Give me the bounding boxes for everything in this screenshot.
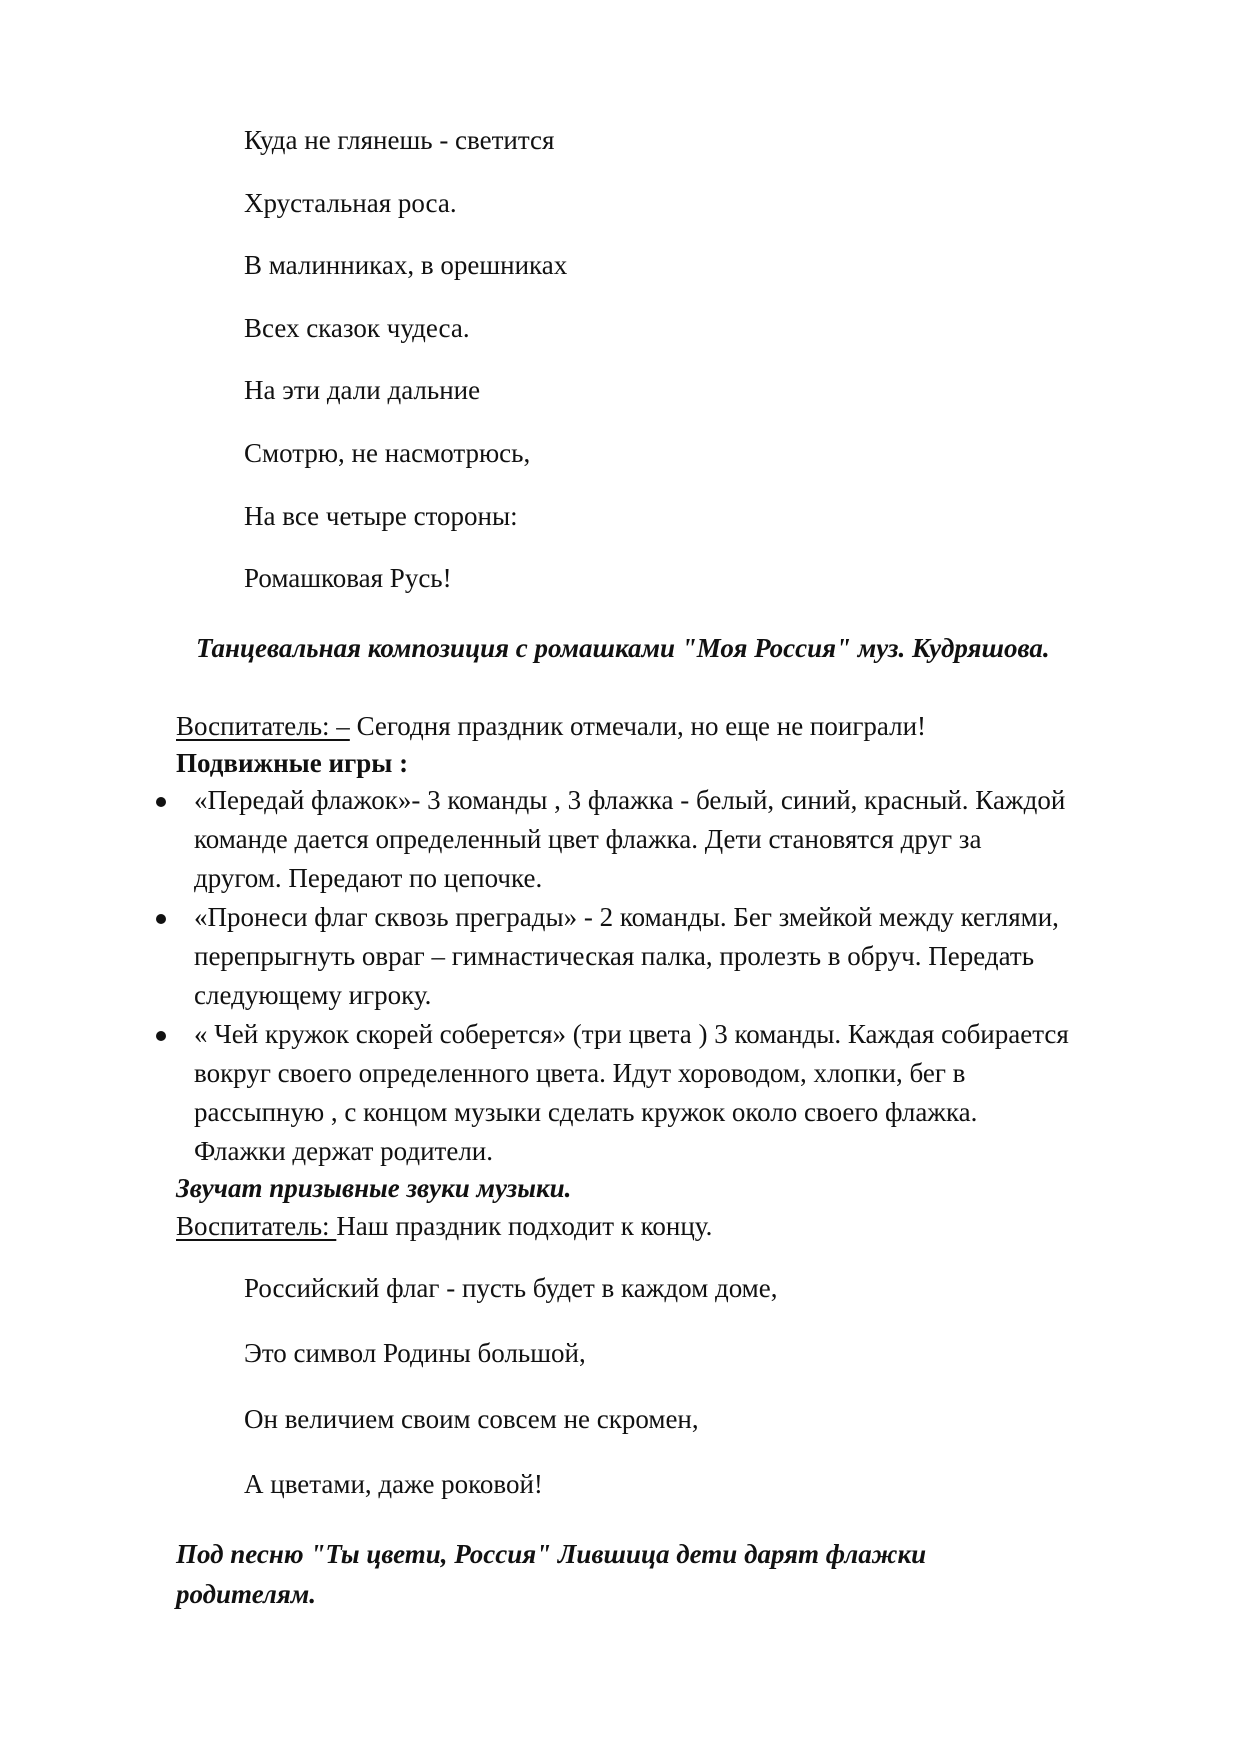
music-note: Звучат призывные звуки музыки. [176, 1173, 572, 1203]
verse2-line: Российский флаг - пусть будет в каждом доме, [244, 1273, 778, 1303]
verse1-line: Всех сказок чудеса. [244, 313, 470, 343]
verse2-line: Он величием своим совсем не скромен, [244, 1404, 699, 1434]
games-heading: Подвижные игры : [176, 748, 409, 778]
closing-line: Под песню "Ты цвети, Россия" Лившица дети дарят флажки [176, 1539, 927, 1569]
closing-line: родителям. [176, 1579, 317, 1609]
verse1-line: Куда не глянешь - светится [244, 125, 555, 155]
verse2-line: Это символ Родины большой, [244, 1338, 586, 1368]
bullet-icon [156, 1031, 166, 1041]
speaker2-text: Наш праздник подходит к концу. [336, 1211, 713, 1241]
speaker1-line [176, 710, 926, 742]
verse1-line: Смотрю, не насмотрюсь, [244, 438, 531, 468]
game-line: следующему игроку. [194, 980, 432, 1010]
bullet-icon [156, 797, 166, 807]
game-line: рассыпную , с концом музыки сделать кружок около своего флажка. [194, 1097, 978, 1127]
dance-heading: Танцевальная композиция с ромашками "Моя Россия" муз. Кудряшова. [196, 633, 1050, 663]
speaker2-name: Воспитатель: [176, 1211, 337, 1241]
game-line: другом. Передают по цепочке. [194, 863, 543, 893]
speaker1-name: Воспитатель: – [176, 711, 350, 741]
verse1-line: Хрустальная роса. [244, 188, 457, 218]
verse2-line: А цветами, даже роковой! [244, 1469, 543, 1499]
game-line: перепрыгнуть овраг – гимнастическая палка, пролезть в обруч. Передать [194, 941, 1035, 971]
game-line: « Чей кружок скорей соберется» (три цвета ) 3 команды. Каждая собирается [194, 1019, 1069, 1049]
bullet-icon [156, 914, 166, 924]
game-line: вокруг своего определенного цвета. Идут хороводом, хлопки, бег в [194, 1058, 966, 1088]
game-line: команде дается определенный цвет флажка. Дети становятся друг за [194, 824, 982, 854]
verse1-line: В малинниках, в орешниках [244, 250, 568, 280]
speaker1-text: Сегодня праздник отмечали, но еще не поиграли! [349, 711, 927, 741]
game-line: «Пронеси флаг сквозь преграды» - 2 команды. Бег змейкой между кеглями, [194, 902, 1059, 932]
verse1-line: На все четыре стороны: [244, 501, 518, 531]
verse1-line: Ромашковая Русь! [244, 563, 452, 593]
game-line: «Передай флажок»- 3 команды , 3 флажка - белый, синий, красный. Каждой [194, 785, 1066, 815]
verse1-line: На эти дали дальние [244, 375, 481, 405]
speaker2-line [176, 1210, 712, 1242]
game-line: Флажки держат родители. [194, 1136, 493, 1166]
